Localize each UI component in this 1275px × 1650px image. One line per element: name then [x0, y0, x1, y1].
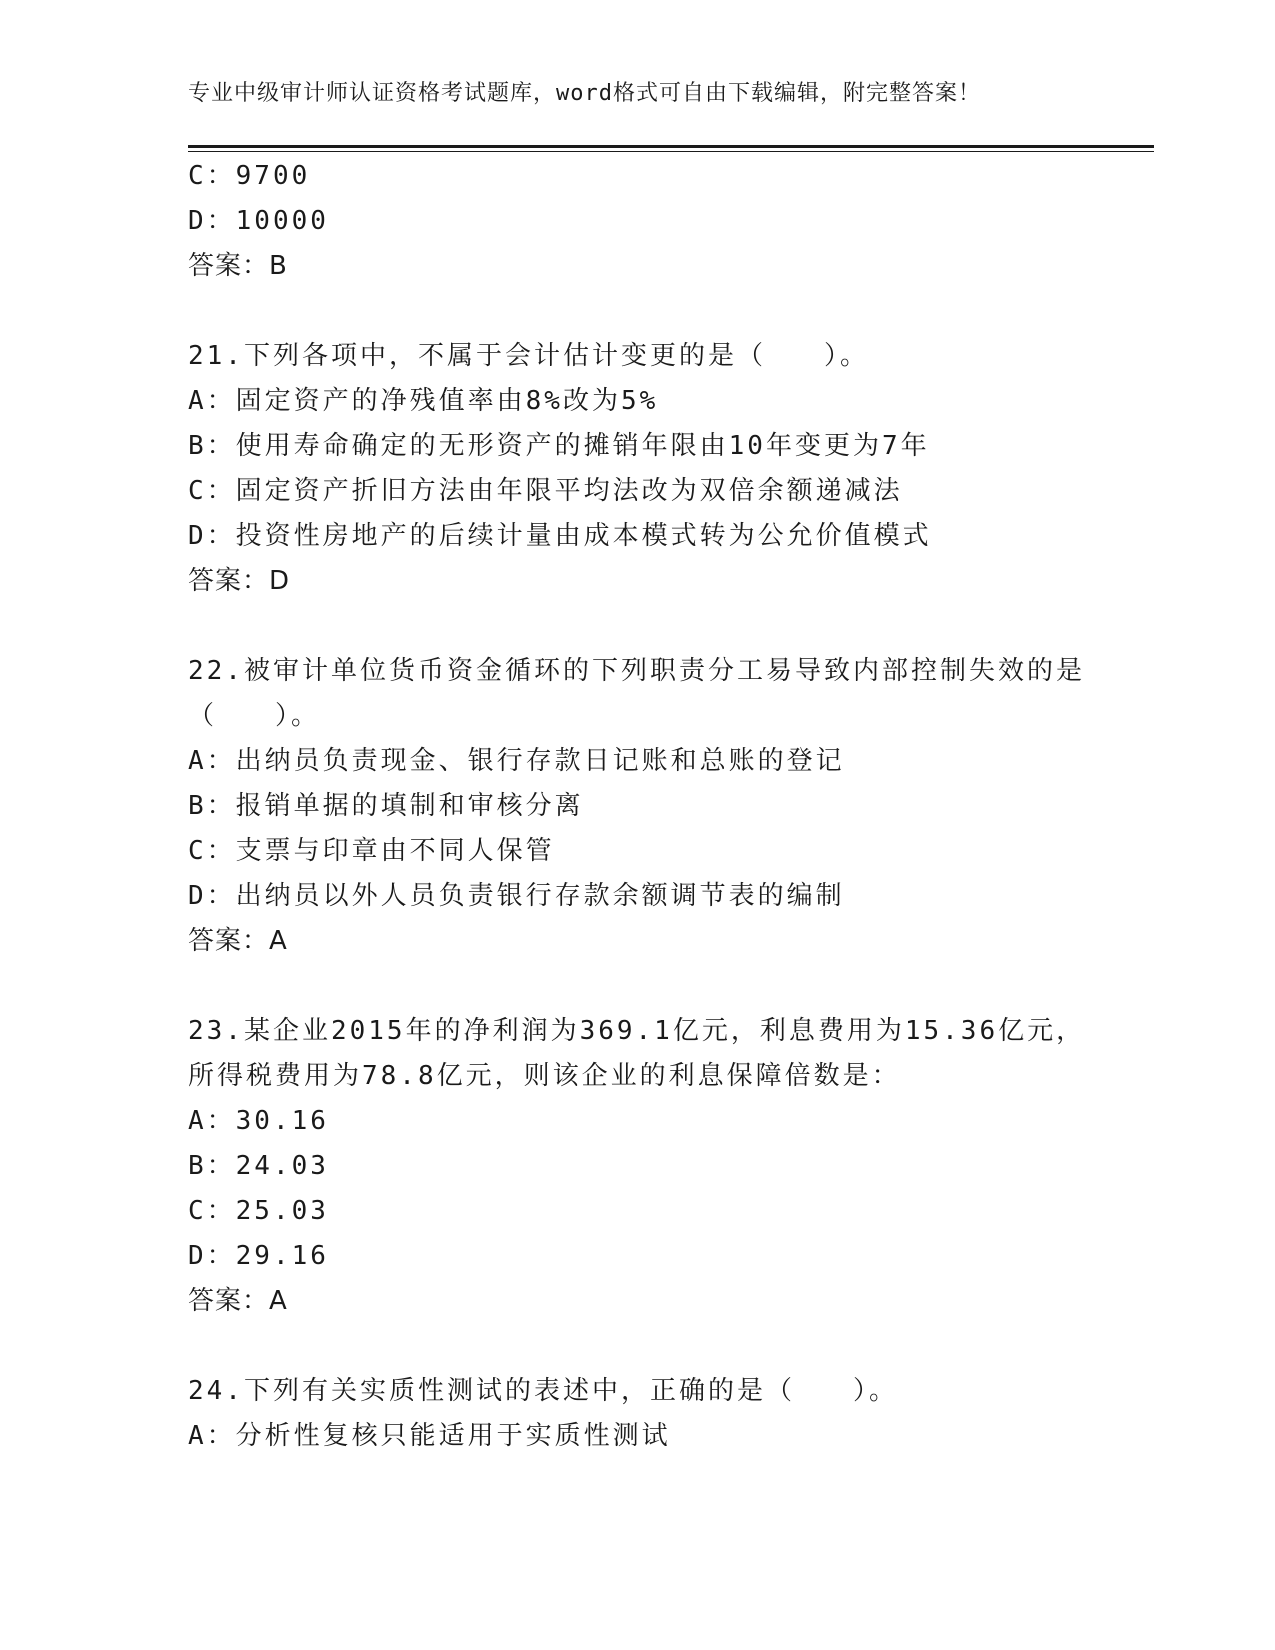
option-d: D：投资性房地产的后续计量由成本模式转为公允价值模式	[188, 521, 932, 551]
header-title: 专业中级审计师认证资格考试题库，word格式可自由下载编辑，附完整答案！	[188, 81, 981, 106]
header-rule-thick	[188, 145, 1154, 148]
question-stem: 23.某企业2015年的净利润为369.1亿元，利息费用为15.36亿元，	[188, 1016, 1086, 1046]
answer-line: 答案：D	[188, 566, 291, 596]
option-d: D：29.16	[188, 1241, 329, 1271]
question-stem: 24.下列有关实质性测试的表述中，正确的是（ ）。	[188, 1376, 898, 1406]
option-c: C：25.03	[188, 1196, 329, 1226]
option-d: D：出纳员以外人员负责银行存款余额调节表的编制	[188, 881, 845, 911]
option-c: C：9700	[188, 161, 311, 191]
question-stem-continued: 所得税费用为78.8亿元，则该企业的利息保障倍数是：	[188, 1061, 901, 1091]
option-c: C：固定资产折旧方法由年限平均法改为双倍余额递减法	[188, 476, 903, 506]
option-a: A：出纳员负责现金、银行存款日记账和总账的登记	[188, 746, 845, 776]
option-b: B：使用寿命确定的无形资产的摊销年限由10年变更为7年	[188, 431, 930, 461]
option-c: C：支票与印章由不同人保管	[188, 836, 555, 866]
option-d: D：10000	[188, 206, 329, 236]
option-b: B：报销单据的填制和审核分离	[188, 791, 584, 821]
option-a: A：30.16	[188, 1106, 329, 1136]
header-rule-thin	[188, 151, 1154, 152]
answer-line: 答案：B	[188, 251, 288, 281]
option-a: A：固定资产的净残值率由8%改为5%	[188, 386, 659, 416]
question-stem-continued: （ ）。	[188, 701, 321, 731]
question-stem: 21.下列各项中，不属于会计估计变更的是（ ）。	[188, 341, 869, 371]
answer-line: 答案：A	[188, 1286, 288, 1316]
option-b: B：24.03	[188, 1151, 329, 1181]
answer-line: 答案：A	[188, 926, 288, 956]
question-stem: 22.被审计单位货币资金循环的下列职责分工易导致内部控制失效的是	[188, 656, 1085, 686]
option-a: A：分析性复核只能适用于实质性测试	[188, 1421, 671, 1451]
